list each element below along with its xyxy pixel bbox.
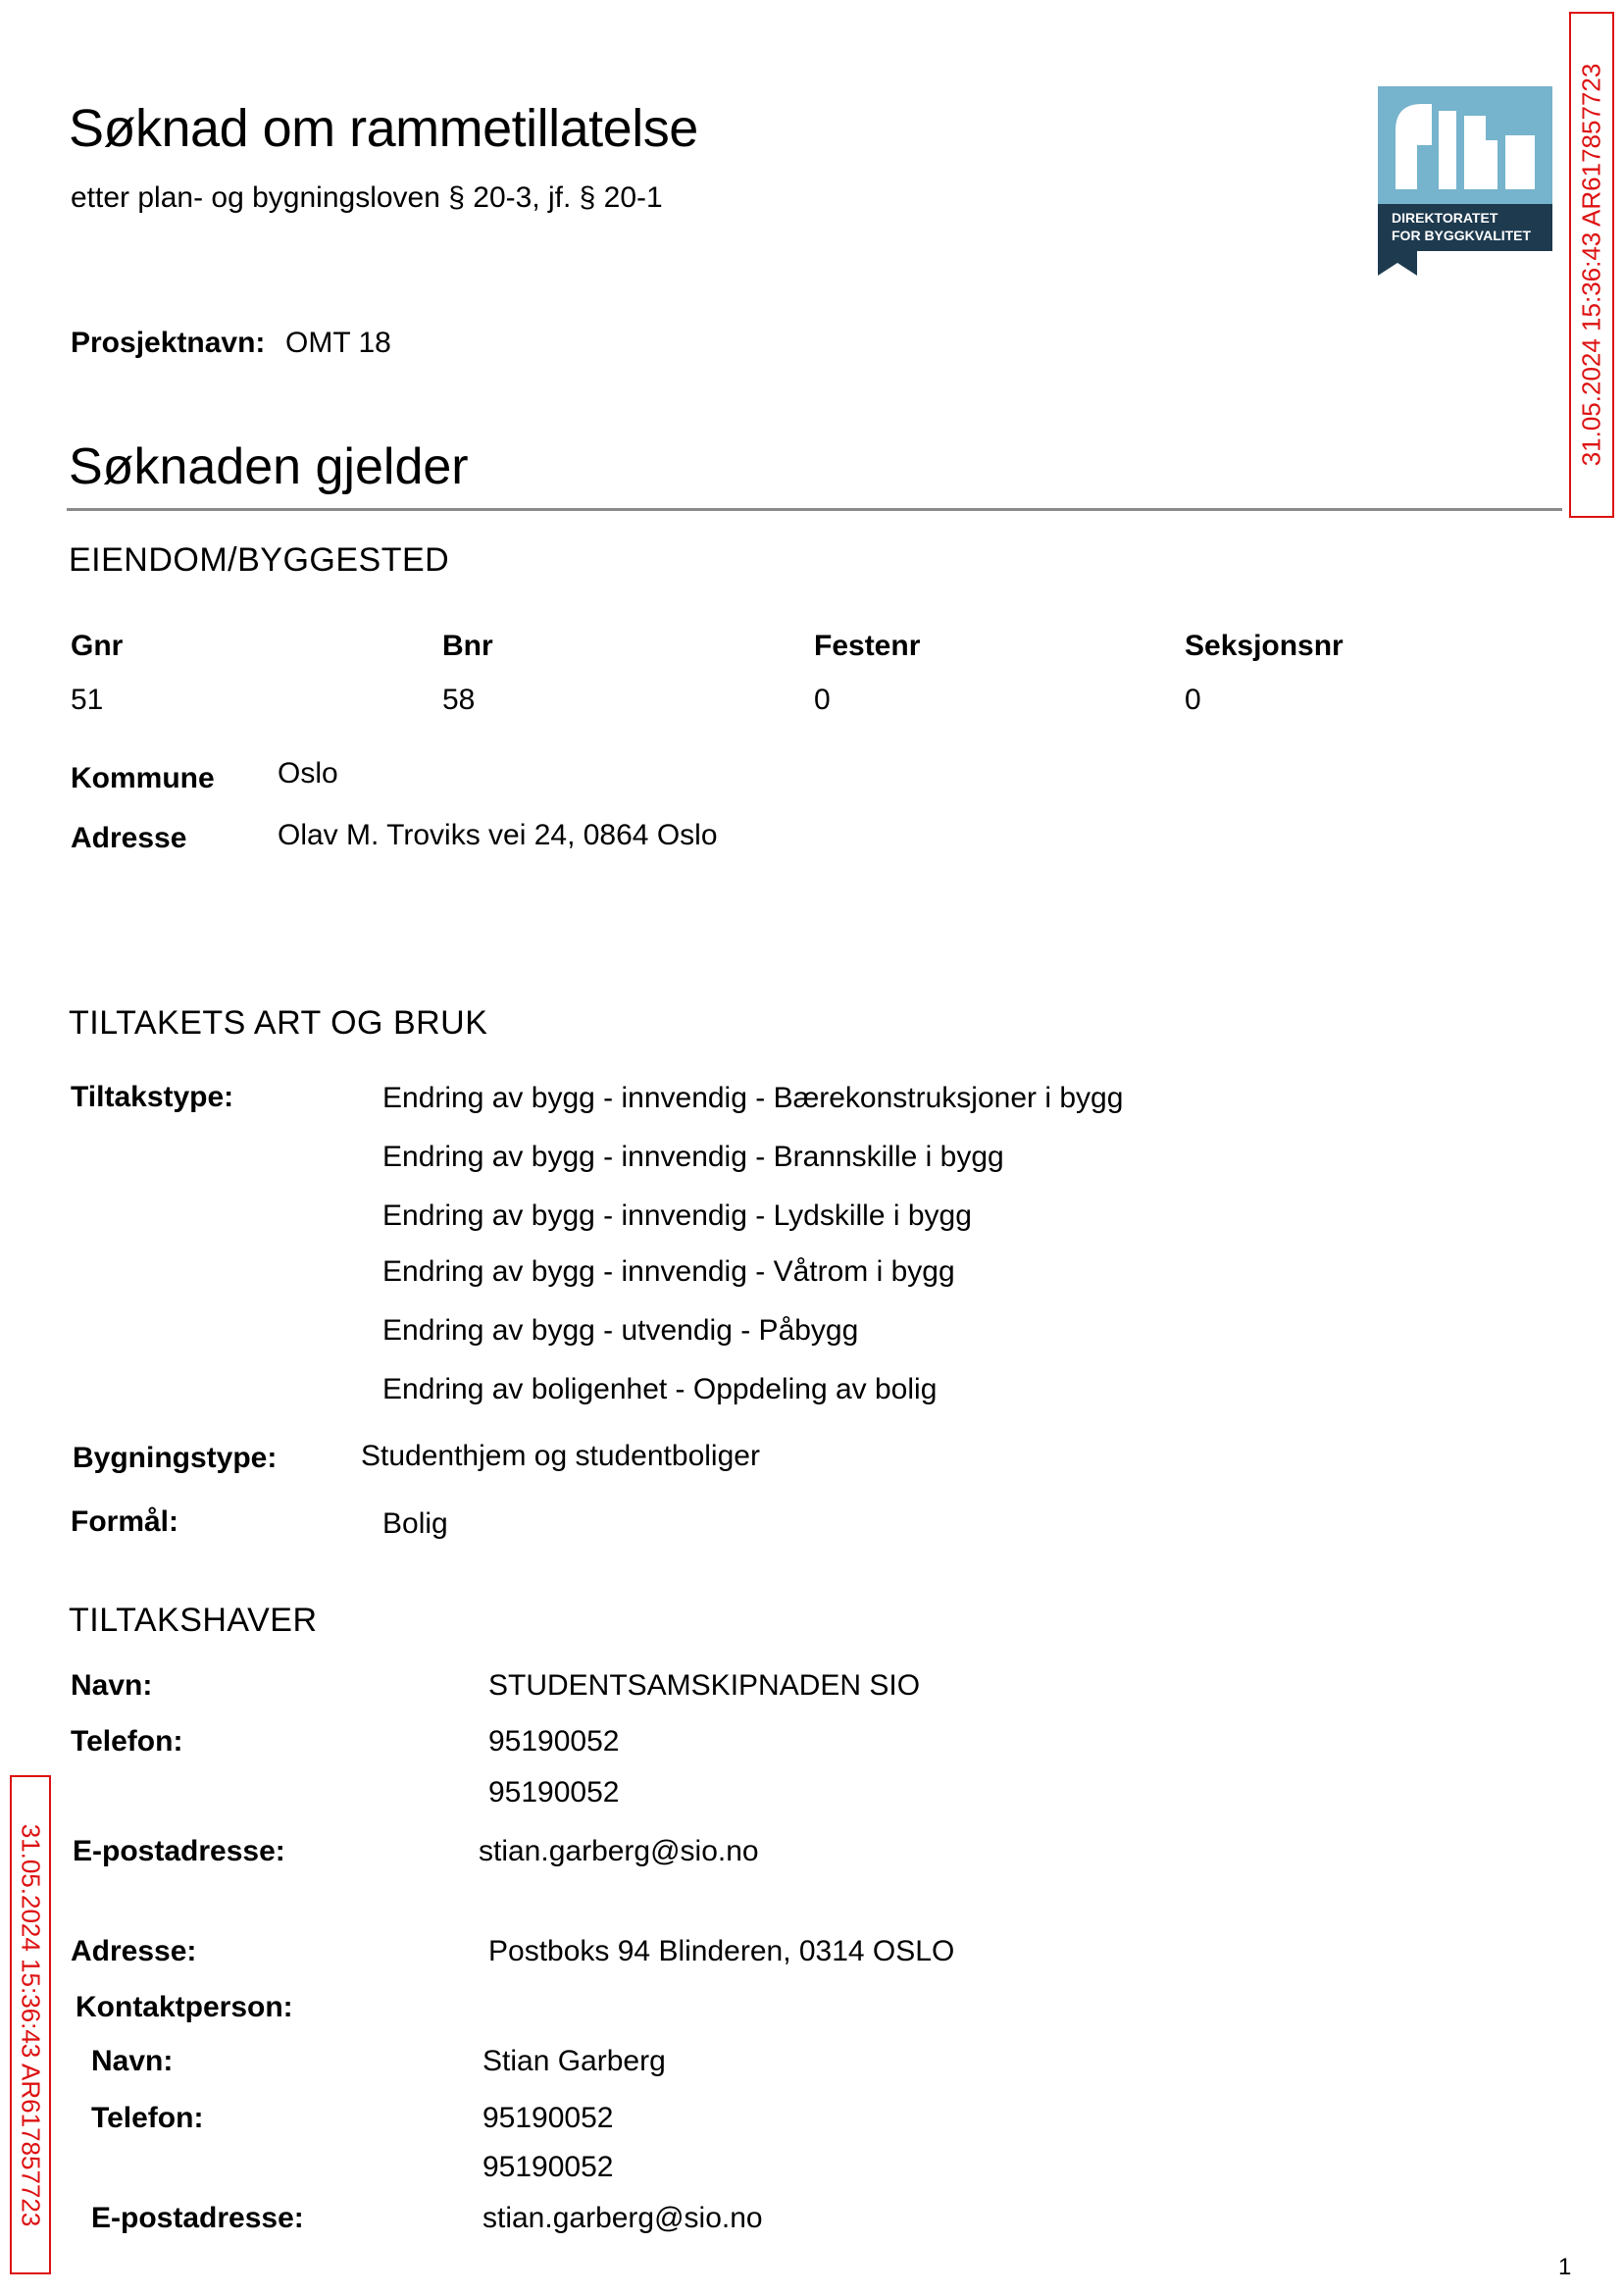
receipt-stamp-left-text: 31.05.2024 15:36:43 AR617857723 (16, 1823, 46, 2226)
property-heading: EIENDOM/BYGGESTED (69, 541, 450, 579)
page-number: 1 (1558, 2254, 1572, 2280)
contact-email-label: E-postadresse: (91, 2202, 304, 2234)
owner-name-value: STUDENTSAMSKIPNADEN SIO (488, 1669, 921, 1702)
contact-phone-value: 95190052 (482, 2102, 614, 2134)
festenr-value: 0 (814, 684, 831, 716)
owner-phone-value: 95190052 (488, 1725, 620, 1758)
owner-name-label: Navn: (71, 1669, 153, 1702)
owner-email-label: E-postadresse: (73, 1835, 285, 1867)
receipt-stamp-right (1569, 12, 1614, 518)
contact-phone-value-2: 95190052 (482, 2151, 614, 2183)
owner-email-value: stian.garberg@sio.no (479, 1835, 759, 1867)
measure-type-item: Endring av bygg - utvendig - Påbygg (382, 1314, 859, 1347)
bnr-label: Bnr (442, 630, 493, 662)
purpose-label: Formål: (71, 1505, 179, 1538)
address-value: Olav M. Troviks vei 24, 0864 Oslo (278, 819, 718, 851)
measure-heading: TILTAKETS ART OG BRUK (69, 1004, 488, 1042)
document-title: Søknad om rammetillatelse (69, 99, 698, 158)
receipt-stamp-right-text: 31.05.2024 15:36:43 AR617857723 (1576, 63, 1606, 467)
owner-heading: TILTAKSHAVER (69, 1602, 318, 1639)
municipality-label: Kommune (71, 762, 215, 794)
contact-name-value: Stian Garberg (482, 2045, 666, 2077)
measure-type-item: Endring av bygg - innvendig - Bærekonstruksjoner i bygg (382, 1082, 1124, 1114)
measure-type-label: Tiltakstype: (71, 1081, 234, 1113)
measure-type-item: Endring av bygg - innvendig - Våtrom i bygg (382, 1255, 955, 1288)
measure-type-item: Endring av bygg - innvendig - Brannskille i bygg (382, 1141, 1004, 1173)
contact-person-label: Kontaktperson: (76, 1991, 293, 2023)
measure-type-item: Endring av boligenhet - Oppdeling av bolig (382, 1373, 938, 1405)
gnr-value: 51 (71, 684, 104, 716)
contact-phone-label: Telefon: (91, 2102, 204, 2134)
owner-phone-label: Telefon: (71, 1725, 183, 1758)
dibk-logo (1378, 86, 1552, 276)
contact-email-value: stian.garberg@sio.no (482, 2202, 763, 2234)
project-name-value: OMT 18 (285, 327, 391, 359)
municipality-value: Oslo (278, 757, 338, 790)
logo-text-line1: DIREKTORATET (1392, 210, 1498, 226)
heading-divider (67, 508, 1562, 511)
project-name-label: Prosjektnavn: (71, 327, 266, 359)
logo-text-line2: FOR BYGGKVALITET (1392, 228, 1532, 243)
receipt-stamp-left (10, 1775, 51, 2274)
address-label: Adresse (71, 822, 187, 854)
owner-address-label: Adresse: (71, 1935, 197, 1967)
owner-phone-value-2: 95190052 (488, 1776, 620, 1809)
building-type-label: Bygningstype: (73, 1442, 278, 1474)
measure-type-item: Endring av bygg - innvendig - Lydskille i bygg (382, 1199, 972, 1232)
owner-address-value: Postboks 94 Blinderen, 0314 OSLO (488, 1935, 955, 1967)
seksjonsnr-value: 0 (1185, 684, 1201, 716)
building-type-value: Studenthjem og studentboliger (361, 1440, 760, 1472)
contact-name-label: Navn: (91, 2045, 174, 2077)
seksjonsnr-label: Seksjonsnr (1185, 630, 1344, 662)
applies-heading: Søknaden gjelder (69, 438, 469, 495)
document-subtitle: etter plan- og bygningsloven § 20-3, jf. § 20-1 (71, 181, 663, 214)
bnr-value: 58 (442, 684, 476, 716)
gnr-label: Gnr (71, 630, 124, 662)
festenr-label: Festenr (814, 630, 921, 662)
purpose-value: Bolig (382, 1507, 448, 1540)
